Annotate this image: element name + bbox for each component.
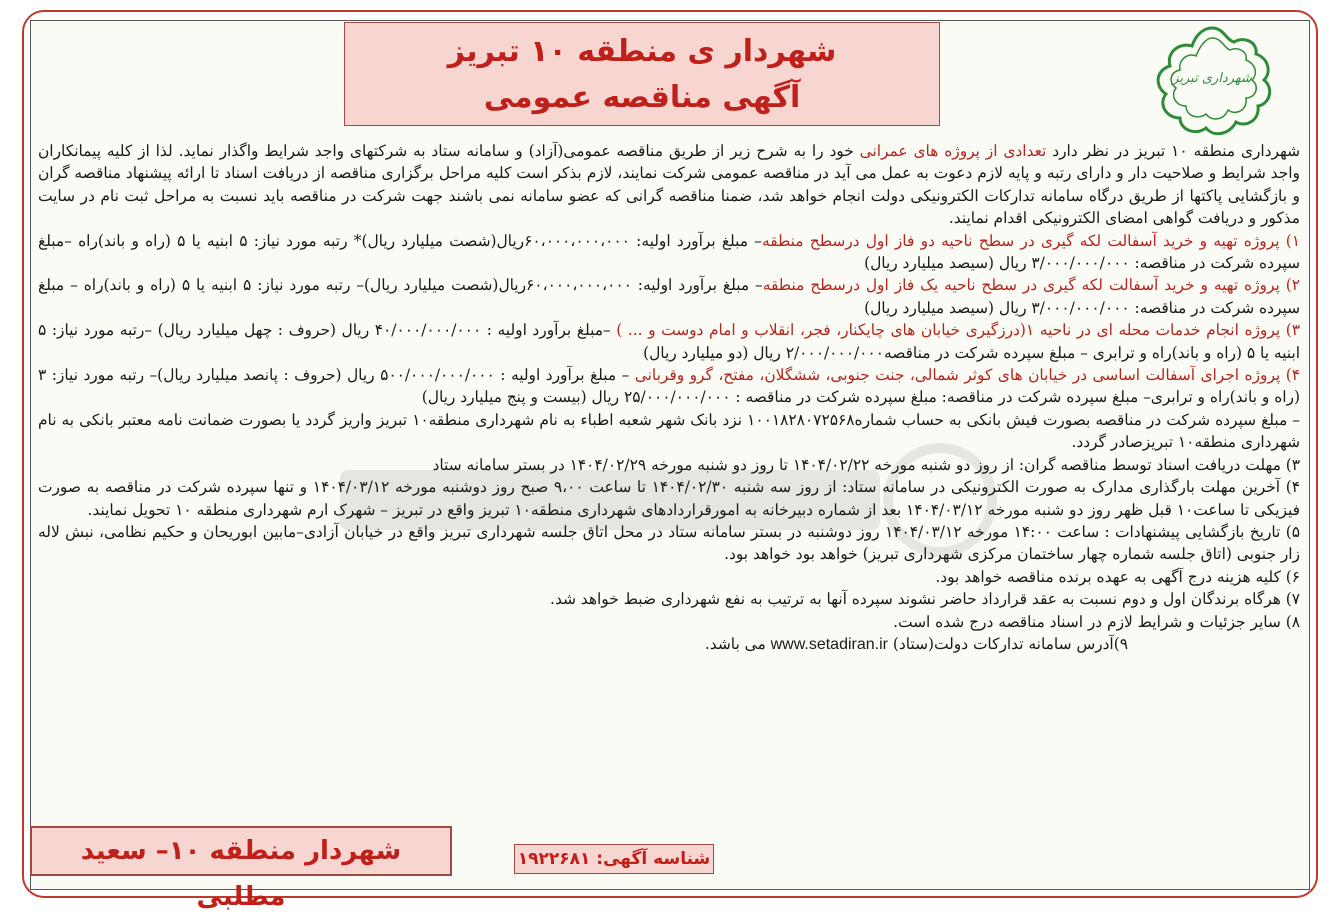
project-title: ۲) پروژه تهیه و خرید آسفالت لکه گیری در سطح ناحیه یک فاز اول درسطح منطقه — [762, 276, 1300, 295]
project-2 — [38, 274, 1300, 319]
intro-highlight: تعدادی از پروژه های عمرانی — [859, 142, 1047, 160]
page-subtitle: آگهی مناقصه عمومی — [483, 80, 801, 115]
project-title: ۳) پروژه انجام خدمات محله ای در ناحیه ۱(درزگیری خیابان های چایکنار، فجر، انقلاب و امام دوست و ... ) — [616, 321, 1301, 340]
ad-id-badge: شناسه آگهی: ۱۹۲۲۶۸۱ — [514, 844, 714, 874]
project-4 — [38, 364, 1300, 409]
project-3 — [38, 319, 1300, 364]
address-suffix: می باشد. — [704, 634, 771, 653]
item-5: ۵) تاریخ بازگشایی پیشنهادات : ساعت ۱۴:۰۰ مورخه ۱۴۰۴/۰۳/۱۲ روز دوشنبه در بستر سامانه ستاد در محل اتاق جلسه شهرداری تبریز واقع در خیابان آزادی–مابین ابوریحان و حکیم نظامی، نبش لاله زار جنوبی (اتاق جلسه شماره چهار ساختمان مرکزی شهرداری تبریز) خواهد بود خواهد بود. — [38, 522, 1300, 564]
municipality-logo — [1146, 22, 1278, 148]
item-6: ۶) کلیه هزینه درج آگهی به عهده برنده مناقصه خواهد بود. — [935, 567, 1300, 586]
deposit-note: – مبلغ سپرده شرکت در مناقصه بصورت فیش بانکی به حساب شماره۱۰۰۱۸۲۸۰۷۲۵۶۸ نزد بانک شهر شعبه اطباء به نام شهرداری منطقه۱۰ تبریز واریز گردد یا بصورت ضمانت نامه معتبر بانکی به نام شهرداری منطقه۱۰ تبریزصادر گردد. — [38, 410, 1300, 452]
item-8: ۸) سایر جزئیات و شرایط لازم در اسناد مناقصه درج شده است. — [893, 612, 1300, 631]
project-details: – مبلغ برآورد اولیه: ۶۰،۰۰۰،۰۰۰،۰۰۰ریال(شصت میلیارد ریال)* رتبه مورد نیاز: ۵ ابنیه یا ۵ (راه و باند)راه –مبلغ سپرده شرکت در مناقصه: ۳/۰۰۰/۰۰۰/۰۰۰ ریال (سیصد میلیارد ریال) — [38, 231, 1300, 273]
ad-body — [38, 140, 1301, 656]
project-details: – مبلغ برآورد اولیه : ۵۰۰/۰۰۰/۰۰۰/۰۰۰ ریال (حروف : پانصد میلیارد ریال)– رتبه مورد نیاز: ۳ (راه و باند)راه و ترابری– مبلغ سپرده شرکت در مناقصه: مبلغ سپرده شرکت در مناقصه : ۲۵/۰۰۰/۰۰۰/۰۰۰ ریال (بیست و پنج میلیارد ریال) — [38, 366, 1300, 407]
project-1 — [38, 230, 1300, 275]
intro-text-1: شهرداری منطقه ۱۰ تبریز در نظر دارد — [1046, 142, 1300, 160]
project-details: –مبلغ برآورد اولیه : ۴۰/۰۰۰/۰۰۰/۰۰۰ ریال (حروف : چهل میلیارد ریال) –رتبه مورد نیاز: ۵ ابنیه یا ۵ (راه و باند)راه و ترابری – مبلغ سپرده شرکت در مناقصه۲/۰۰۰/۰۰۰/۰۰۰ ریال (دو میلیارد ریال) — [38, 321, 1300, 362]
item-7: ۷) هرگاه برندگان اول و دوم نسبت به عقد قرارداد حاضر نشوند سپرده آنها به ترتیب به نفع شهرداری ضبط خواهد شد. — [550, 590, 1300, 609]
title-box — [344, 22, 940, 126]
signature-box: شهردار منطقه ۱۰– سعید مطلبی — [30, 826, 452, 876]
setad-link[interactable]: www.setadiran.ir — [770, 635, 888, 653]
project-title: ۴) پروژه اجرای آسفالت اساسی در خیابان های کوثر شمالی، جنت جنوبی، ششگلان، مفتح، گرو وقربانی — [634, 366, 1300, 385]
address-prefix: ۹)آدرس سامانه تدارکات دولت(ستاد) — [887, 634, 1128, 653]
logo-text: شهرداری تبریز — [1172, 71, 1252, 86]
item-3: ۳) مهلت دریافت اسناد توسط مناقصه گران: از روز دو شنبه مورخه ۱۴۰۴/۰۲/۲۲ تا روز دو شنبه مورخه ۱۴۰۴/۰۲/۲۹ در بستر سامانه ستاد — [432, 455, 1300, 474]
intro-text-2: خود را به شرح زیر از طریق مناقصه عمومی(آزاد) و سامانه ستاد به شرکتهای واجد شرایط واگذار نماید. لذا از کلیه پیمانکاران واجد شرایط و صلاحیت دار و دارای رتبه و پایه لازم دعوت به عمل می آید در مناقصه عمومی شرکت نمایند، لازم بذکر است کلیه مراحل برگزاری مناقصه از دریافت اسناد تا ارائه پیشنهاد مناقصه گران و بازگشایی پاکتها از طریق درگاه سامانه تدارکات الکترونیکی دولت انجام خواهد شد، ضمنا مناقصه گرانی که عضو سامانه نمی باشند جهت شرکت در مناقصه باید نسبت به مراحل ثبت نام در سایت مذکور و دریافت گواهی امضای الکترونیکی اقدام نمایند. — [38, 142, 1300, 228]
intro-paragraph — [38, 140, 1300, 230]
project-title: ۱) پروژه تهیه و خرید آسفالت لکه گیری در سطح ناحیه دو فاز اول درسطح منطقه — [761, 231, 1301, 250]
project-details: – مبلغ برآورد اولیه: ۶۰،۰۰۰،۰۰۰،۰۰۰ریال(شصت میلیارد ریال)– رتبه مورد نیاز: ۵ ابنیه یا ۵ (راه و باند)راه – مبلغ سپرده شرکت در مناقصه: ۳/۰۰۰/۰۰۰/۰۰۰ ریال (سیصد میلیارد ریال) — [38, 276, 1300, 317]
item-4: ۴) آخرین مهلت بارگذاری مدارک به صورت الکترونیکی در سامانه ستاد: از روز سه شنبه ۱۴۰۴/۰۲/۳۰ تا ساعت ۹،۰۰ صبح روز دوشنبه مورخه ۱۴۰۴/۰۳/۱۲ و تنها سپرده شرکت در مناقصه به صورت فیزیکی تا ساعت۱۰ قبل ظهر روز دو شنبه مورخه ۱۴۰۴/۰۳/۱۲ بعد از شماره دبیرخانه به امورقراردادهای شهرداری منطقه۱۰ تبریز واقع در تبریز – شهرک ارم شهرداری منطقه ۱۰ تحویل نمایند. — [38, 478, 1301, 519]
page-title: شهردار ی منطقه ۱۰ تبریز — [447, 34, 837, 69]
item-9 — [38, 633, 1128, 656]
